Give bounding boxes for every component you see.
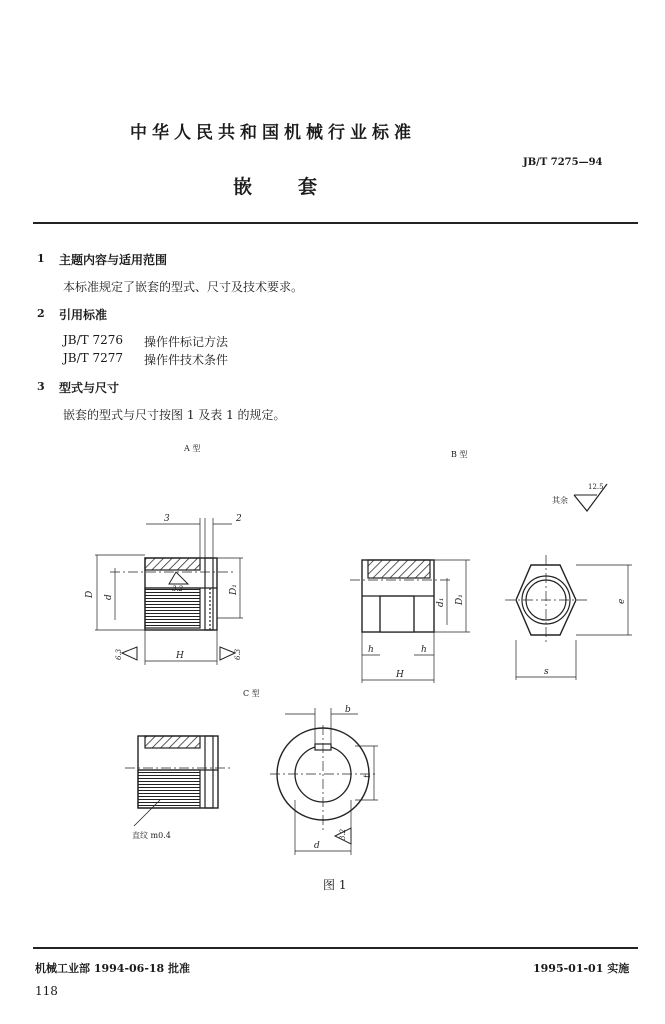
reference-title: 操作件标记方法	[144, 335, 229, 349]
type-b-hex-view	[505, 555, 632, 680]
dim-label: H	[396, 670, 404, 680]
dim-label: e	[617, 598, 627, 604]
dim-label: s	[544, 667, 549, 677]
dim-label: d	[314, 841, 320, 851]
effective-text: 1995-01-01 实施	[533, 962, 630, 975]
page-number: 118	[35, 984, 58, 998]
footer-rule	[33, 947, 638, 949]
dim-label: D	[85, 590, 95, 598]
section-3-text: 嵌套的型式与尺寸按图 1 及表 1 的规定。	[63, 408, 286, 422]
dim-label: 3	[164, 514, 170, 524]
dim-label: d₁	[436, 597, 446, 607]
roughness-label: 6.3	[115, 648, 123, 660]
dim-label: t	[363, 774, 373, 778]
type-b-label: B 型	[451, 450, 468, 459]
approval-text: 机械工业部 1994-06-18 批准	[35, 962, 191, 975]
section-2-title: 引用标准	[59, 308, 108, 322]
section-1-text: 本标准规定了嵌套的型式、尺寸及技术要求。	[63, 280, 304, 294]
roughness-label: 6.3	[234, 648, 242, 660]
document-title: 嵌套	[233, 176, 364, 198]
type-c-end-view	[270, 708, 378, 855]
figure-caption: 图 1	[323, 878, 347, 892]
roughness-label: 3.2	[339, 828, 347, 840]
reference-code: JB/T 7277	[63, 351, 124, 365]
roughness-label: 12.5	[588, 483, 604, 491]
type-b-side-view	[350, 560, 470, 683]
dim-label: b	[345, 705, 351, 715]
dim-label: D₁	[229, 584, 239, 595]
type-a-label: A 型	[184, 444, 201, 453]
dim-label: d	[104, 594, 114, 600]
knurl-label: 直纹 m0.4	[132, 831, 171, 840]
section-3-number: 3	[37, 380, 45, 393]
section-3-title: 型式与尺寸	[59, 381, 120, 395]
standard-code: JB/T 7275—94	[523, 157, 603, 168]
roughness-label: 3.2	[172, 585, 184, 593]
section-1-number: 1	[37, 252, 45, 265]
dim-label: 2	[236, 514, 242, 524]
type-c-side-view	[125, 736, 230, 826]
dim-label: h	[368, 645, 374, 655]
type-c-label: C 型	[243, 689, 260, 698]
dim-label: h	[421, 645, 427, 655]
reference-code: JB/T 7276	[63, 333, 124, 347]
type-a-drawing	[95, 518, 243, 665]
org-title: 中华人民共和国机械行业标准	[130, 123, 416, 143]
section-1-title: 主题内容与适用范围	[59, 253, 168, 267]
section-2-number: 2	[37, 307, 45, 320]
dim-label: H	[176, 651, 184, 661]
reference-title: 操作件技术条件	[144, 353, 229, 367]
dim-label: D₁	[455, 594, 465, 605]
roughness-other-label: 其余	[552, 496, 568, 505]
